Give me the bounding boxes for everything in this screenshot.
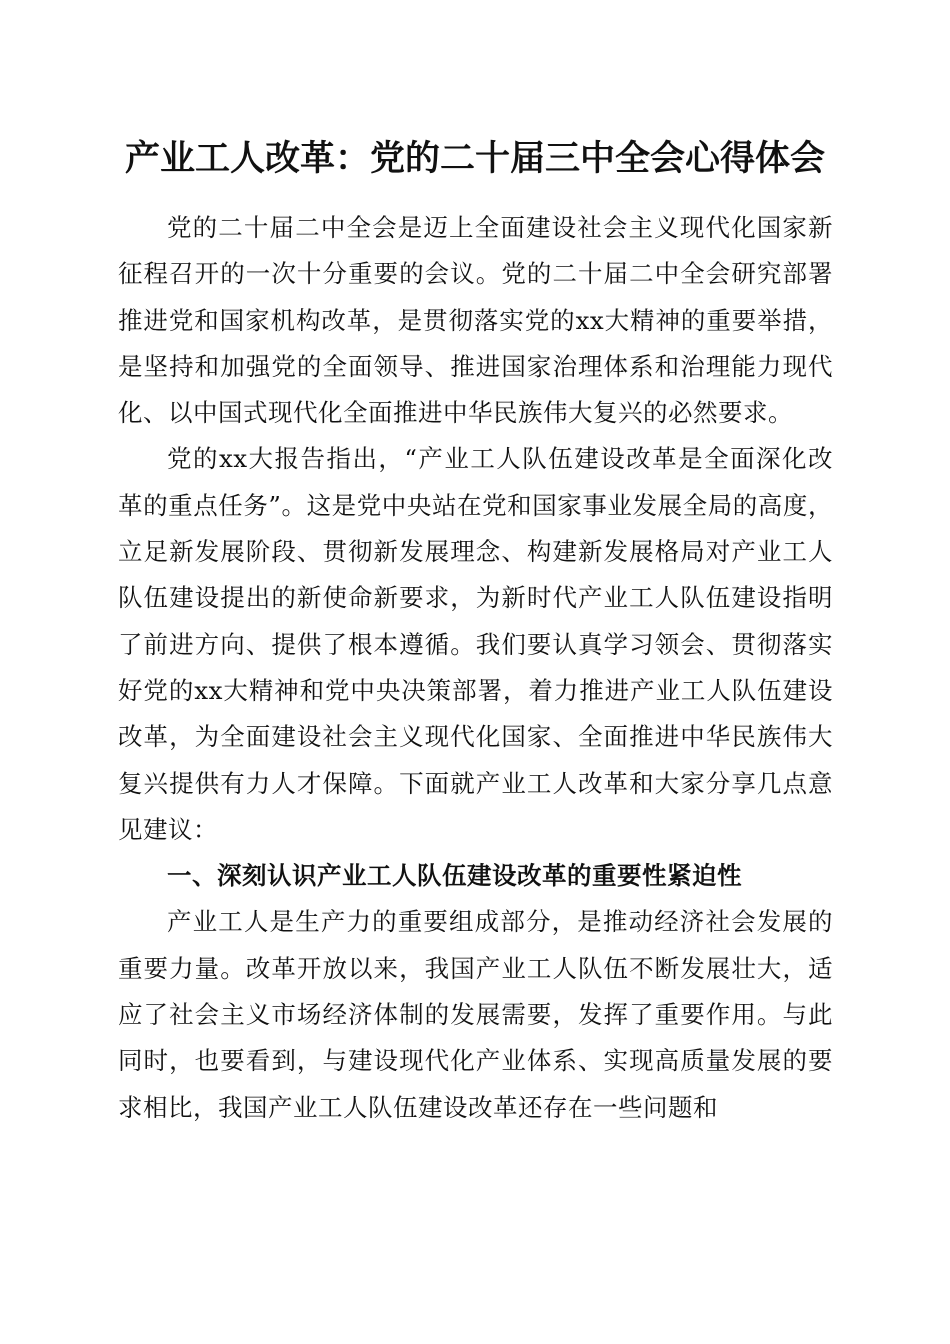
document-title: 产业工人改革：党的二十届三中全会心得体会 xyxy=(124,138,825,179)
body-paragraph: 党的二十届二中全会是迈上全面建设社会主义现代化国家新征程召开的一次十分重要的会议。党的二十届二中全会研究部署推进党和国家机构改革，是贯彻落实党的xx大精神的重要举措，是坚持和加强党的全面领导、推进国家治理体系和治理能力现代化、以中国式现代化全面推进中华民族伟大复兴的必然要求。 xyxy=(118,213,833,428)
document-body xyxy=(118,205,833,1131)
body-paragraph: 产业工人是生产力的重要组成部分，是推动经济社会发展的重要力量。改革开放以来，我国产业工人队伍不断发展壮大，适应了社会主义市场经济体制的发展需要，发挥了重要作用。与此同时，也要看到，与建设现代化产业体系、实现高质量发展的要求相比，我国产业工人队伍建设改革还存在一些问题和 xyxy=(118,907,833,1122)
body-paragraph: 党的xx大报告指出，“产业工人队伍建设改革是全面深化改革的重点任务”。这是党中央站在党和国家事业发展全局的高度，立足新发展阶段、贯彻新发展理念、构建新发展格局对产业工人队伍建设提出的新使命新要求，为新时代产业工人队伍建设指明了前进方向、提供了根本遵循。我们要认真学习领会、贯彻落实好党的xx大精神和党中央决策部署，着力推进产业工人队伍建设改革，为全面建设社会主义现代化国家、全面推进中华民族伟大复兴提供有力人才保障。下面就产业工人改革和大家分享几点意见建议： xyxy=(118,444,833,844)
section-heading: 一、深刻认识产业工人队伍建设改革的重要性紧迫性 xyxy=(167,861,742,891)
